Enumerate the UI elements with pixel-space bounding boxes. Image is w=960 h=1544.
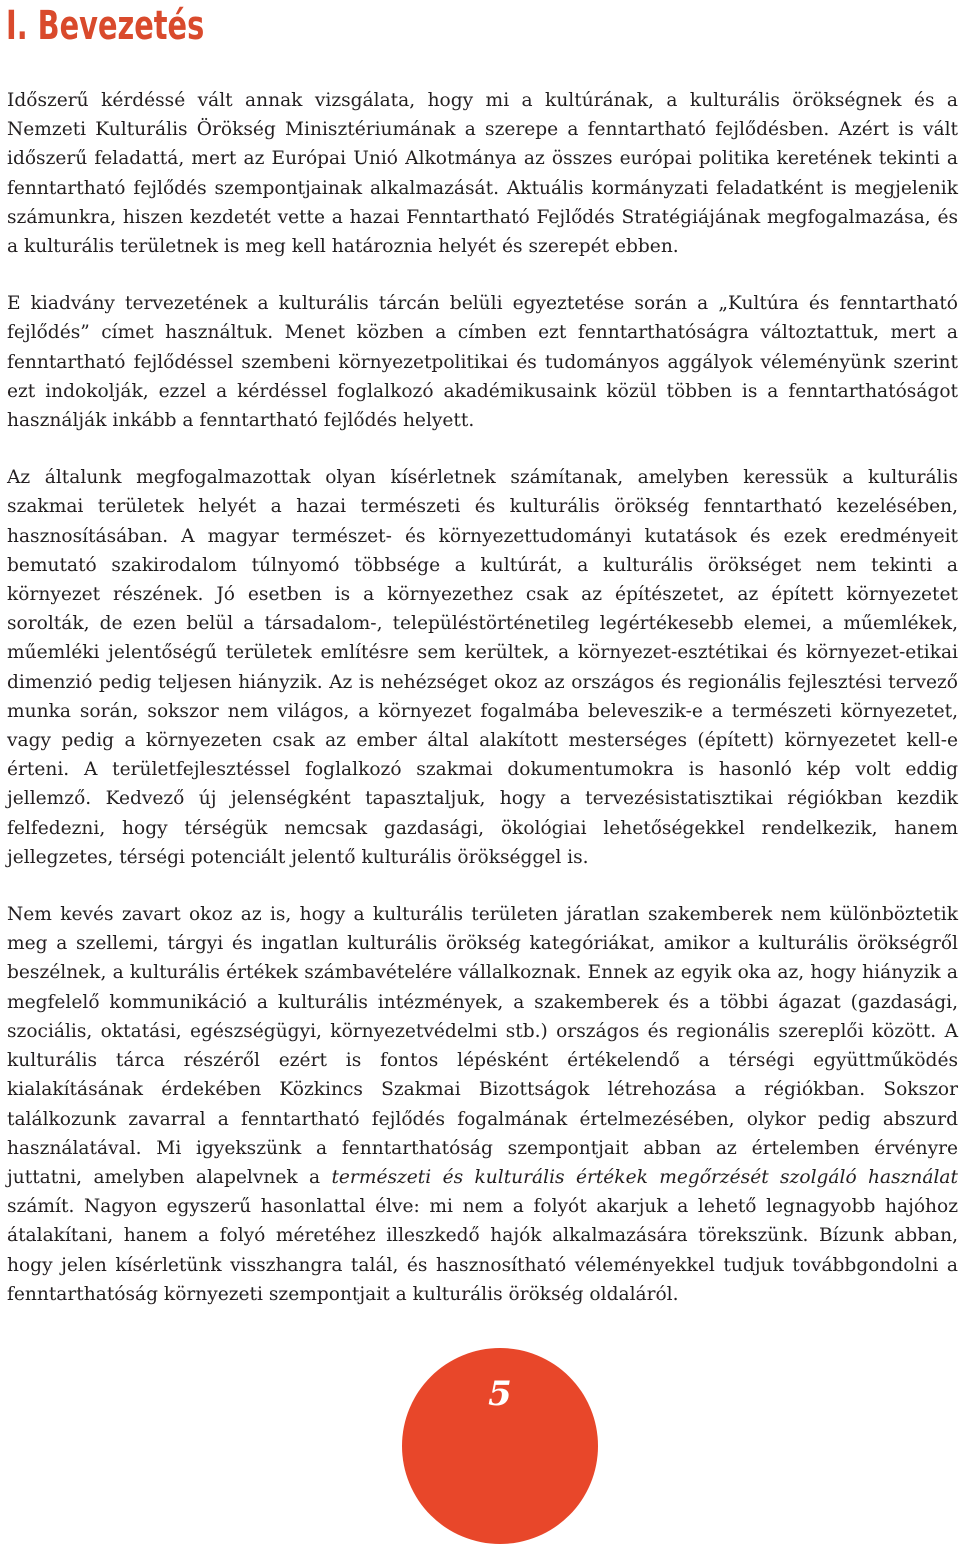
paragraph-2: E kiadvány tervezetének a kulturális tárcán belüli egyeztetése során a „Kultúra és fenntartható fejlődés” címet használtuk. Menet közben a címben ezt fenntarthatóságra változtattuk, mert a fenntartható fejlődéssel szembeni környezetpolitikai és tudományos aggályok véleményünk szerint ezt indokolják, ezzel a kérdéssel foglalkozó akadémikusaink közül többen is a fenntarthatóságot használják inkább a fenntartható fejlődés helyett. xyxy=(7,293,958,432)
page-number: 5 xyxy=(488,1374,512,1414)
chapter-title: I. Bevezetés xyxy=(6,3,205,49)
paragraph-4 xyxy=(7,900,958,1309)
page-number-badge xyxy=(402,1348,598,1544)
paragraph-3: Az általunk megfogalmazottak olyan kísérletnek számítanak, amelyben keressük a kulturális szakmai területek helyét a hazai természeti és kulturális örökség fenntartható kezelésében, hasznosításában. A magyar természet- és környezettudományi kutatások és ezek eredményeit bemutató szakirodalom túlnyomó többsége a kultúrát, a kulturális örökséget nem tekinti a környezet részének. Jó esetben is a környezethez csak az építészetet, az épített környezetet sorolták, de ezen belül a társadalom-, településtörténetileg legértékesebb elemei, a műemlékek, műemléki jelentőségű területek említésre sem kerültek, a környezet-esztétikai és környezet-etikai dimenzió pedig teljesen hiányzik. Az is nehézséget okoz az országos és regionális fejlesztési tervező munka során, sokszor nem világos, a környezet fogalmába beleveszik-e a természeti környezetet, vagy pedig a környezeten csak az ember által alakított mesterséges (épített) környezetet kell-e érteni. A területfejlesztéssel foglalkozó szakmai dokumentumokra is hasonló kép volt eddig jellemző. Kedvező új jelenségként tapasztaljuk, hogy a tervezésistatisztikai régiókban kezdik felfedezni, hogy térségük nemcsak gazdasági, ökológiai lehetőségekkel rendelkezik, hanem jellegzetes, térségi potenciált jelentő kulturális örökséggel is. xyxy=(7,467,958,868)
paragraph-4-text-before: Nem kevés zavart okoz az is, hogy a kulturális területen járatlan szakemberek nem különböztetik meg a szellemi, tárgyi és ingatlan kulturális örökség kategóriákat, amikor a kulturális örökségről beszélnek, a kulturális értékek számbavételére vállalkoznak. Ennek az egyik oka az, hogy hiányzik a megfelelő kommunikáció a kulturális intézmények, a szakemberek és a többi ágazat (gazdasági, szociális, oktatási, egészségügyi, környezetvédelmi stb.) országos és regionális szereplői között. A kulturális tárca részéről ezért is fontos lépésként értékelendő a térségi együttműködés kialakításának érdekében Közkincs Szakmai Bizottságok létrehozása a régiókban. Sokszor találkozunk zavarral a fenntartható fejlődés fogalmának értelmezésében, olykor pedig abszurd használatával. Mi igyekszünk a fenntarthatóság szempontjait abban az értelemben érvényre juttatni, amelyben alapelvnek a xyxy=(7,904,958,1188)
paragraph-4-text-after: számít. Nagyon egyszerű hasonlattal élve: mi nem a folyót akarjuk a lehető legnagyobb hajóhoz átalakítani, hanem a folyó méretéhez illeszkedő hajók alkalmazására törekszünk. Bízunk abban, hogy jelen kísérletünk visszhangra talál, és hasznosítható véleményekkel tudjuk továbbgondolni a fenntarthatóság környezeti szempontjait a kulturális örökség oldaláról. xyxy=(7,1196,958,1305)
paragraph-4-emphasis: természeti és kulturális értékek megőrzését szolgáló használat xyxy=(331,1166,958,1188)
paragraph-1: Időszerű kérdéssé vált annak vizsgálata, hogy mi a kultúrának, a kulturális örökségnek és a Nemzeti Kulturális Örökség Minisztériumának a szerepe a fenntartható fejlődésben. Azért is vált időszerű feladattá, mert az Európai Unió Alkotmánya az összes európai politika keretének tekinti a fenntartható fejlődés szempontjainak alkalmazását. Aktuális kormányzati feladatként is megjelenik számunkra, hiszen kezdetét vette a hazai Fenntartható Fejlődés Stratégiájának megfogalmazása, és a kulturális területnek is meg kell határoznia helyét és szerepét ebben. xyxy=(7,90,958,258)
body-text xyxy=(7,86,958,1309)
